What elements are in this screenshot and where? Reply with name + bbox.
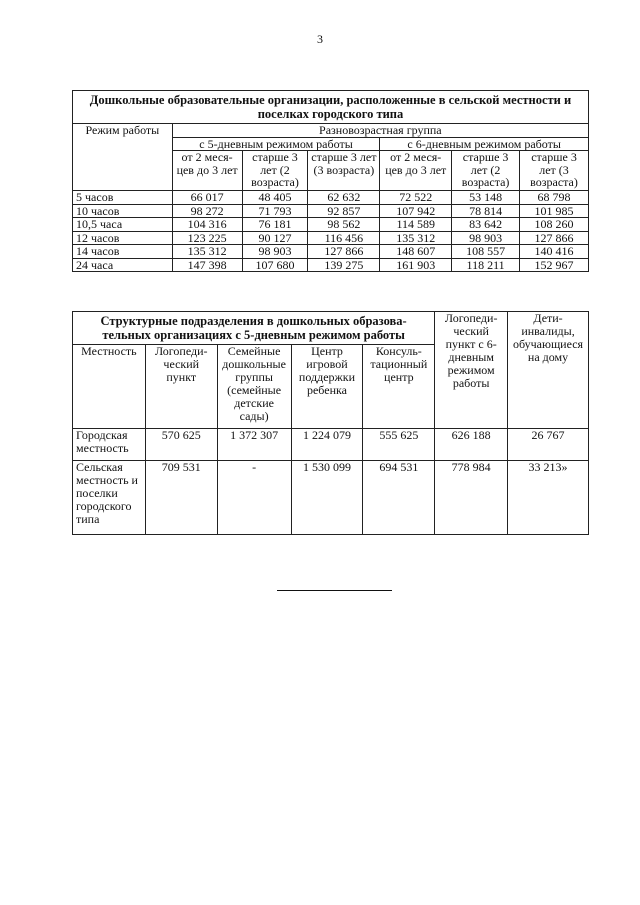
cell-value: 694 531	[363, 461, 435, 535]
row-mode: 12 часов	[73, 231, 173, 245]
cell-value: 71 793	[242, 204, 308, 218]
table-row	[73, 258, 589, 272]
cell-value: 101 985	[520, 204, 589, 218]
col-consult-center: Консуль-тационный центр	[363, 345, 435, 429]
structural-units-table	[72, 311, 589, 535]
cell-value: 127 866	[308, 245, 380, 259]
cell-value: 123 225	[172, 231, 242, 245]
cell-value: 98 272	[172, 204, 242, 218]
group-header: Разновозрастная группа	[172, 124, 588, 138]
cell-value: 108 557	[452, 245, 520, 259]
row-mode: 14 часов	[73, 245, 173, 259]
cell-value: 135 312	[172, 245, 242, 259]
cell-value: 92 857	[308, 204, 380, 218]
row-mode: 5 часов	[73, 191, 173, 205]
cell-value: 555 625	[363, 429, 435, 461]
cell-value: 139 275	[308, 258, 380, 272]
row-mode: 24 часа	[73, 258, 173, 272]
mode-header: Режим работы	[73, 124, 173, 191]
cell-value: 570 625	[145, 429, 217, 461]
row-mode: 10,5 часа	[73, 218, 173, 232]
cell-value: 108 260	[520, 218, 589, 232]
cell-value: 33 213»	[508, 461, 589, 535]
cell-value: 76 181	[242, 218, 308, 232]
row-location: Городская местность	[73, 429, 146, 461]
col-disabled-children: Дети-инвалиды, обучающиеся на дому	[508, 312, 589, 429]
row-mode: 10 часов	[73, 204, 173, 218]
page-number: 3	[317, 32, 323, 46]
table-row	[73, 204, 589, 218]
col-family-groups: Семейные дошкольные группы (семейные детские сады)	[217, 345, 291, 429]
cell-value: 140 416	[520, 245, 589, 259]
table-row	[73, 461, 589, 535]
cell-value: 1 372 307	[217, 429, 291, 461]
col-header: старше 3 лет (3 возраста)	[520, 151, 589, 191]
cell-value: 135 312	[380, 231, 452, 245]
five-day-header: с 5-дневным режимом работы	[172, 137, 380, 151]
table2-title: Структурные подразделения в дошкольных образова-тельных организациях с 5-дневным режимом работы	[73, 312, 435, 345]
cell-value: 161 903	[380, 258, 452, 272]
col-header: от 2 меся-цев до 3 лет	[380, 151, 452, 191]
cell-value: 83 642	[452, 218, 520, 232]
cell-value: 66 017	[172, 191, 242, 205]
col-location: Местность	[73, 345, 146, 429]
cell-value: 147 398	[172, 258, 242, 272]
cell-value: 48 405	[242, 191, 308, 205]
cell-value: 127 866	[520, 231, 589, 245]
cell-value: 118 211	[452, 258, 520, 272]
col-play-center: Центр игровой поддержки ребенка	[291, 345, 363, 429]
cell-value: -	[217, 461, 291, 535]
table-row	[73, 191, 589, 205]
cell-value: 53 148	[452, 191, 520, 205]
table1-title: Дошкольные образовательные организации, расположенные в сельской местности и поселках городского типа	[73, 91, 589, 124]
cell-value: 72 522	[380, 191, 452, 205]
row-location: Сельская местность и поселки городского типа	[73, 461, 146, 535]
cell-value: 152 967	[520, 258, 589, 272]
six-day-header: с 6-дневным режимом работы	[380, 137, 589, 151]
cell-value: 26 767	[508, 429, 589, 461]
cell-value: 116 456	[308, 231, 380, 245]
cell-value: 148 607	[380, 245, 452, 259]
cell-value: 78 814	[452, 204, 520, 218]
table-row	[73, 231, 589, 245]
cell-value: 98 903	[242, 245, 308, 259]
table-row	[73, 245, 589, 259]
cell-value: 107 942	[380, 204, 452, 218]
cell-value: 114 589	[380, 218, 452, 232]
cell-value: 90 127	[242, 231, 308, 245]
cell-value: 778 984	[435, 461, 508, 535]
col-header: старше 3 лет (2 возраста)	[452, 151, 520, 191]
cell-value: 62 632	[308, 191, 380, 205]
cell-value: 107 680	[242, 258, 308, 272]
col-header: от 2 меся-цев до 3 лет	[172, 151, 242, 191]
col-logoped: Логопеди-ческий пункт	[145, 345, 217, 429]
col-header: старше 3 лет (2 возраста)	[242, 151, 308, 191]
cell-value: 1 530 099	[291, 461, 363, 535]
cell-value: 709 531	[145, 461, 217, 535]
rural-preschool-table	[72, 90, 589, 272]
col-header: старше 3 лет (3 возраста)	[308, 151, 380, 191]
cell-value: 626 188	[435, 429, 508, 461]
cell-value: 68 798	[520, 191, 589, 205]
closing-rule	[277, 590, 392, 591]
cell-value: 1 224 079	[291, 429, 363, 461]
cell-value: 98 562	[308, 218, 380, 232]
cell-value: 98 903	[452, 231, 520, 245]
table-row	[73, 218, 589, 232]
col-logoped-6day: Логопеди-ческий пункт с 6-дневным режимом работы	[435, 312, 508, 429]
table-row	[73, 429, 589, 461]
cell-value: 104 316	[172, 218, 242, 232]
